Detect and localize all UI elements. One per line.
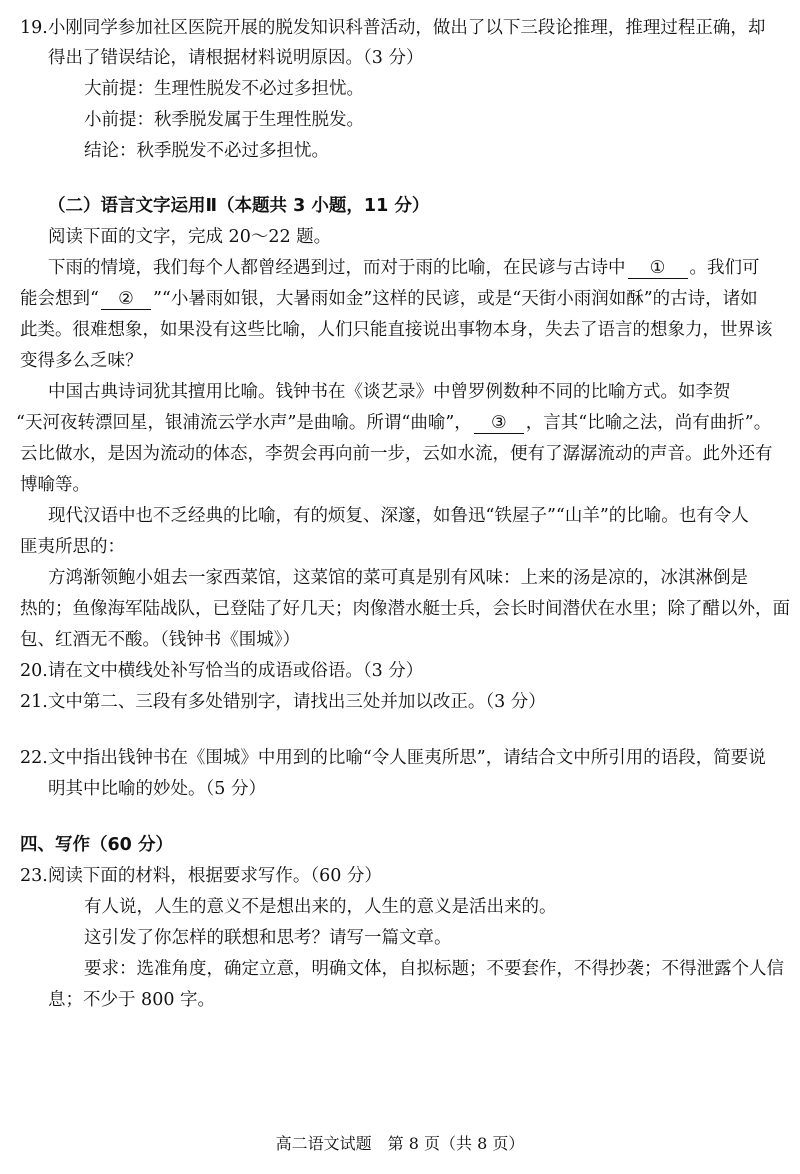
passage-text: ”“小暑雨如银，大暑雨如金”这样的民谚，或是“天街小雨润如酥”的古诗，诸如 — [152, 289, 758, 309]
passage-text: 下雨的情境，我们每个人都曾经遇到过，而对于雨的比喻，在民谚与古诗中 — [48, 258, 626, 278]
q23-requirements-line2: 息；不少于 800 字。 — [48, 990, 216, 1010]
passage-p3-line1: 现代汉语中也不乏经典的比喻，有的烦复、深邃，如鲁迅“铁屋子”“山羊”的比喻。也有令人 — [48, 506, 749, 526]
passage-p1-line1 — [48, 256, 760, 280]
q19-minor-premise: 小前提：秋季脱发属于生理性脱发。 — [84, 110, 364, 130]
q23-prompt: 这引发了你怎样的联想和思考？请写一篇文章。 — [84, 928, 452, 948]
q19-conclusion: 结论：秋季脱发不必过多担忧。 — [84, 141, 329, 161]
q19-stem-line2: 得出了错误结论，请根据材料说明原因。（3 分） — [48, 48, 424, 68]
passage-p1-line2 — [20, 287, 758, 311]
passage-p1-line3: 此类。很难想象，如果没有这些比喻，人们只能直接说出事物本身，失去了语言的想象力，世界该 — [20, 320, 773, 340]
passage-text: 。我们可 — [689, 258, 760, 278]
passage-p2-line4: 博喻等。 — [20, 475, 90, 495]
passage-p2-line1: 中国古典诗词犹其擅用比喻。钱钟书在《谈艺录》中曾罗例数种不同的比喻方式。如李贺 — [48, 382, 731, 402]
blank-2: ② — [101, 289, 151, 310]
q23-requirements-line1: 要求：选准角度，确定立意，明确文体，自拟标题；不要套作，不得抄袭；不得泄露个人信 — [84, 959, 784, 979]
section2-intro: 阅读下面的文字，完成 20～22 题。 — [48, 227, 332, 247]
q22-stem-line2: 明其中比喻的妙处。（5 分） — [48, 779, 266, 799]
passage-text: ，言其“比喻之法，尚有曲折”。 — [525, 413, 772, 433]
passage-p4-line1: 方鸿渐领鲍小姐去一家西菜馆，这菜馆的菜可真是别有风味：上来的汤是凉的，冰淇淋倒是 — [48, 568, 748, 588]
blank-3: ③ — [474, 413, 524, 434]
q20-stem: 20.请在文中横线处补写恰当的成语或俗语。（3 分） — [20, 661, 424, 681]
q23-stem: 23.阅读下面的材料，根据要求写作。（60 分） — [20, 866, 382, 886]
q19-stem-line1: 19.小刚同学参加社区医院开展的脱发知识科普活动，做出了以下三段论推理，推理过程正确，却 — [20, 18, 766, 38]
q23-material: 有人说，人生的意义不是想出来的，人生的意义是活出来的。 — [84, 897, 557, 917]
page-footer: 高二语文试题 第 8 页（共 8 页） — [275, 1134, 525, 1153]
passage-p1-line4: 变得多么乏味？ — [20, 351, 143, 371]
blank-1: ① — [628, 258, 688, 279]
passage-p2-line3: 云比做水，是因为流动的体态，李贺会再向前一步，云如水流，便有了潺潺流动的声音。此外还有 — [20, 444, 773, 464]
q22-stem-line1: 22.文中指出钱钟书在《围城》中用到的比喻“令人匪夷所思”，请结合文中所引用的语段，简要说 — [20, 748, 766, 768]
section2-heading: （二）语言文字运用Ⅱ（本题共 3 小题，11 分） — [48, 196, 430, 216]
passage-text: “天河夜转漂回星，银浦流云学水声”是曲喻。所谓“曲喻”， — [16, 413, 472, 433]
section4-heading: 四、写作（60 分） — [20, 835, 173, 855]
passage-p4-line2: 热的；鱼像海军陆战队，已登陆了好几天；肉像潜水艇士兵，会长时间潜伏在水里；除了醋以外，面 — [20, 599, 790, 619]
passage-p2-line2 — [16, 411, 771, 435]
q21-stem: 21.文中第二、三段有多处错别字，请找出三处并加以改正。（3 分） — [20, 692, 546, 712]
q19-major-premise: 大前提：生理性脱发不必过多担忧。 — [84, 79, 364, 99]
passage-text: 能会想到“ — [20, 289, 99, 309]
passage-p3-line2: 匪夷所思的： — [20, 537, 125, 557]
passage-p4-line3: 包、红酒无不酸。（钱钟书《围城》） — [20, 630, 300, 650]
